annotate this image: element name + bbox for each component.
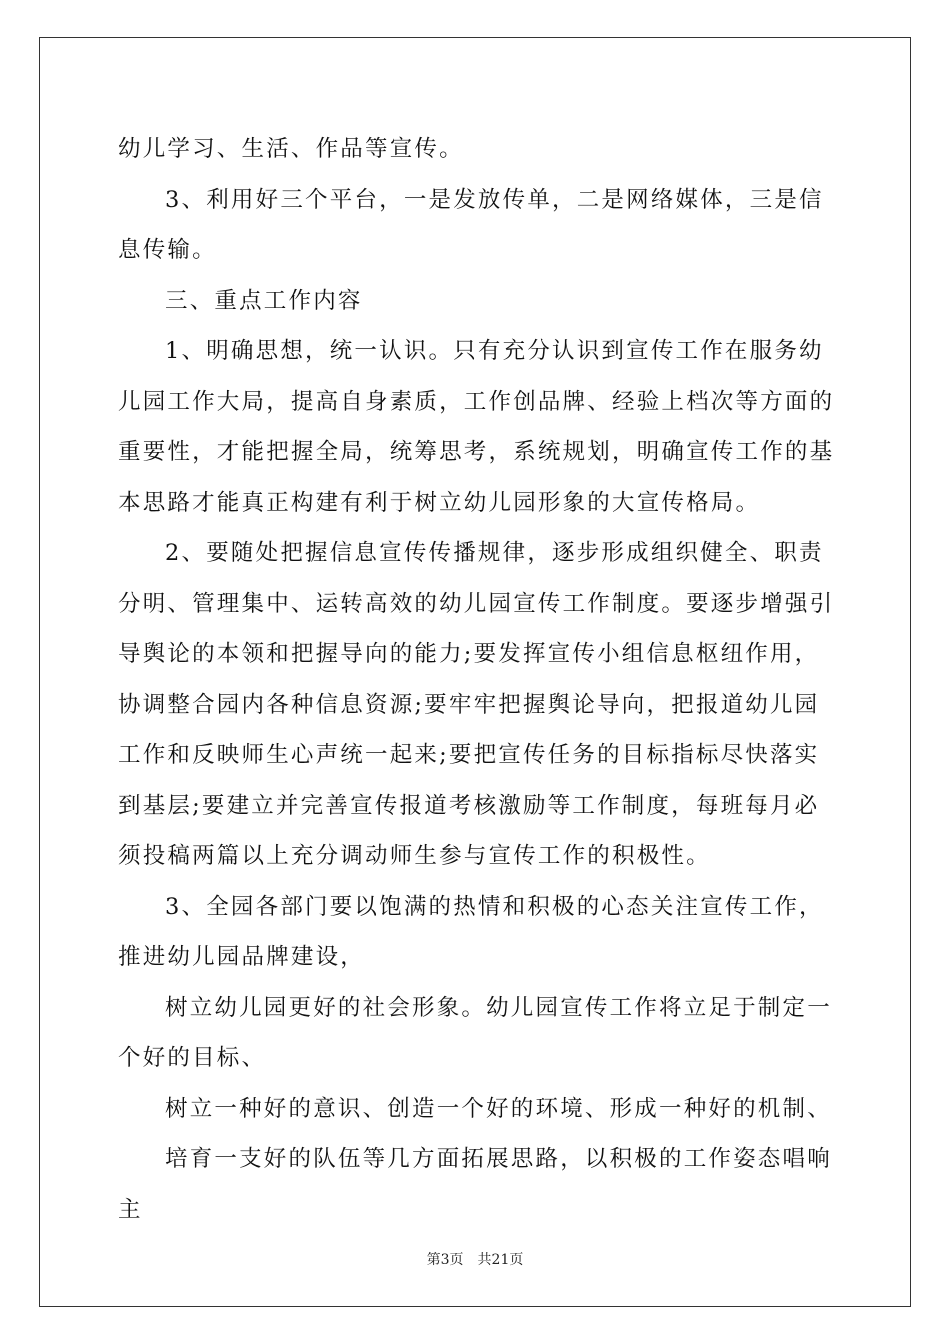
paragraph-8: 树立一种好的意识、创造一个好的环境、形成一种好的机制、: [165, 1095, 832, 1122]
page-footer: [0, 1249, 950, 1269]
paragraph-1: 幼儿学习、生活、作品等宣传。: [118, 136, 464, 162]
page-number: 第3页: [426, 1252, 464, 1268]
page-total: 共21页: [477, 1252, 524, 1268]
paragraph-6: 3、全园各部门要以饱满的热情和积极的心态关注宣传工作，推进幼儿园品牌建设，: [118, 893, 824, 970]
paragraph-7: 树立幼儿园更好的社会形象。幼儿园宣传工作将立足于制定一个好的目标、: [118, 994, 832, 1071]
document-body: [118, 124, 838, 1235]
paragraph-9: 培育一支好的队伍等几方面拓展思路，以积极的工作姿态唱响主: [118, 1146, 832, 1223]
section-heading: 三、重点工作内容: [165, 287, 363, 314]
paragraph-4: 1、明确思想，统一认识。只有充分认识到宣传工作在服务幼儿园工作大局，提高自身素质，工作创品牌、经验上档次等方面的重要性，才能把握全局，统筹思考，系统规划，明确宣传工作的基本思路才能真正构建有利于树立幼儿园形象的大宣传格局。: [118, 338, 835, 516]
paragraph-5: 2、要随处把握信息宣传传播规律，逐步形成组织健全、职责分明、管理集中、运转高效的幼儿园宣传工作制度。要逐步增强引导舆论的本领和把握导向的能力;要发挥宣传小组信息枢纽作用，协调整合园内各种信息资源;要牢牢把握舆论导向，把报道幼儿园工作和反映师生心声统一起来;要把宣传任务的目标指标尽快落实到基层;要建立并完善宣传报道考核激励等工作制度，每班每月必须投稿两篇以上充分调动师生参与宣传工作的积极性。: [118, 540, 835, 869]
paragraph-2: 3、利用好三个平台，一是发放传单，二是网络媒体，三是信息传输。: [118, 186, 824, 263]
